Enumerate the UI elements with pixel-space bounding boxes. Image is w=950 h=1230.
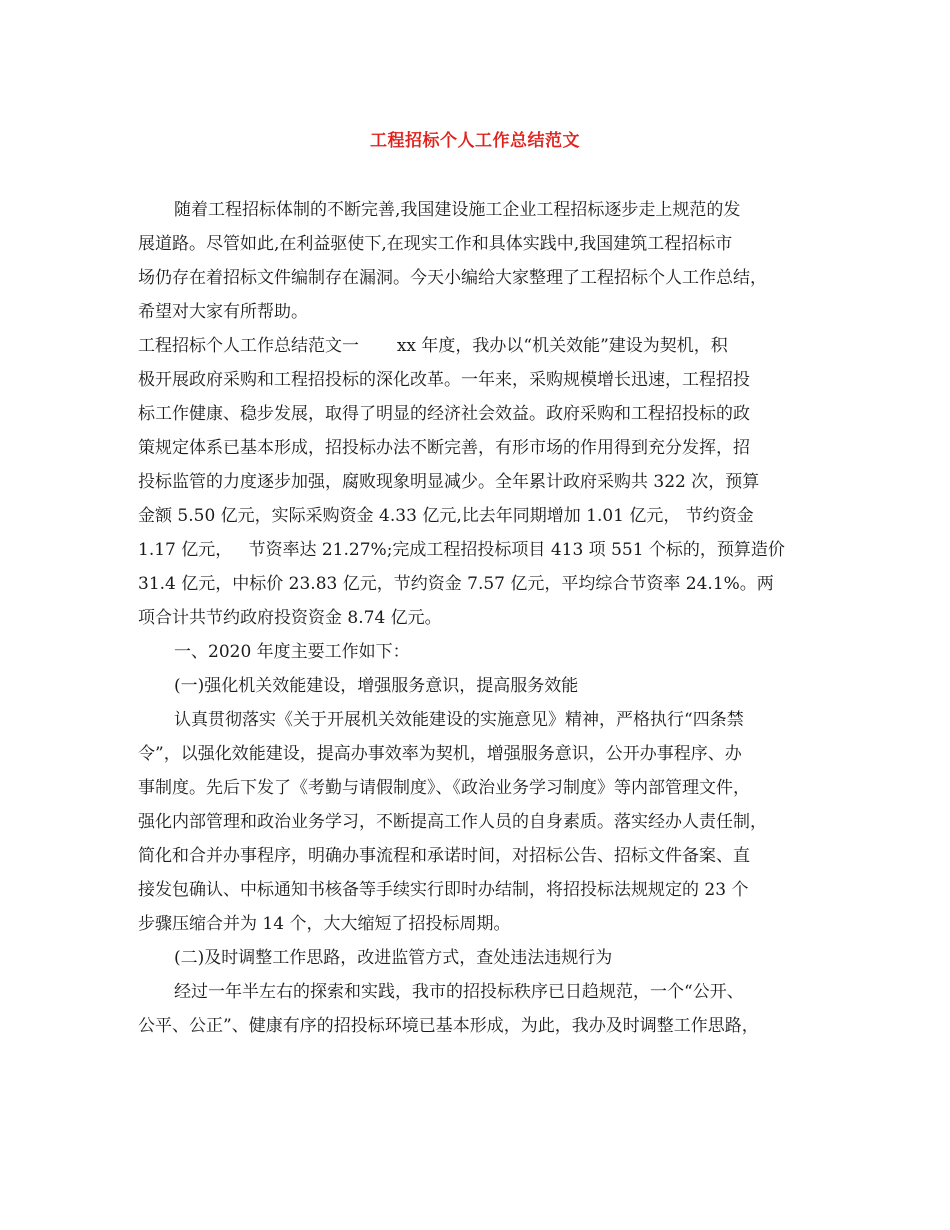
paragraph-line: 简化和合并办事程序，明确办事流程和承诺时间，对招标公告、招标文件备案、直: [138, 846, 750, 866]
subsection-heading: (一)强化机关效能建设，增强服务意识，提高服务效能: [174, 676, 579, 696]
paragraph-line: 1.17 亿元， 节资率达 21.27%;完成工程招投标项目 413 项 551 个标的，预算造价: [138, 540, 785, 560]
paragraph-line: 事制度。先后下发了《考勤与请假制度》、《政治业务学习制度》等内部管理文件，: [138, 778, 750, 798]
paragraph-line: 公平、公正”、健康有序的招投标环境已基本形成，为此，我办及时调整工作思路，: [138, 1016, 759, 1036]
paragraph-line: 随着工程招标体制的不断完善,我国建设施工企业工程招标逐步走上规范的发: [174, 200, 741, 220]
paragraph-line: 令”，以强化效能建设，提高办事效率为契机，增强服务意识，公开办事程序、办: [138, 744, 742, 764]
paragraph-line: 希望对大家有所帮助。: [138, 302, 308, 322]
paragraph-line: 31.4 亿元，中标价 23.83 亿元，节约资金 7.57 亿元，平均综合节资率 24.1%。两: [138, 574, 774, 594]
paragraph-line: 策规定体系已基本形成，招投标办法不断完善，有形市场的作用得到充分发挥，招: [138, 438, 750, 458]
paragraph-line: 接发包确认、中标通知书核备等手续实行即时办结制，将招投标法规规定的 23 个: [138, 880, 749, 900]
paragraph-line: 展道路。尽管如此,在利益驱使下,在现实工作和具体实践中,我国建筑工程招标市: [138, 234, 733, 254]
paragraph-line: 投标监管的力度逐步加强，腐败现象明显减少。全年累计政府采购共 322 次，预算: [138, 472, 760, 492]
paragraph-line: 金额 5.50 亿元，实际采购资金 4.33 亿元,比去年同期增加 1.01 亿元， 节约资金: [138, 506, 754, 526]
paragraph-line: 认真贯彻落实《关于开展机关效能建设的实施意见》精神，严格执行“四条禁: [174, 710, 744, 730]
paragraph-line: 标工作健康、稳步发展，取得了明显的经济社会效益。政府采购和工程招投标的政: [138, 404, 750, 424]
paragraph-line: 强化内部管理和政治业务学习，不断提高工作人员的自身素质。落实经办人责任制，: [138, 812, 767, 832]
document-title: 工程招标个人工作总结范文: [370, 131, 580, 151]
subsection-heading: (二)及时调整工作思路，改进监管方式，查处违法违规行为: [174, 948, 613, 968]
paragraph-line: 步骤压缩合并为 14 个，大大缩短了招投标周期。: [138, 914, 511, 934]
paragraph-line: 工程招标个人工作总结范文一 xx 年度，我办以“机关效能”建设为契机，积: [138, 336, 728, 356]
section-heading: 一、2020 年度主要工作如下：: [174, 642, 410, 662]
paragraph-line: 项合计共节约政府投资资金 8.74 亿元。: [138, 608, 442, 628]
paragraph-line: 经过一年半左右的探索和实践，我市的招投标秩序已日趋规范，一个“公开、: [174, 982, 744, 1002]
paragraph-line: 场仍存在着招标文件编制存在漏洞。今天小编给大家整理了工程招标个人工作总结，: [138, 268, 767, 288]
paragraph-line: 极开展政府采购和工程招投标的深化改革。一年来，采购规模增长迅速，工程招投: [138, 370, 750, 390]
